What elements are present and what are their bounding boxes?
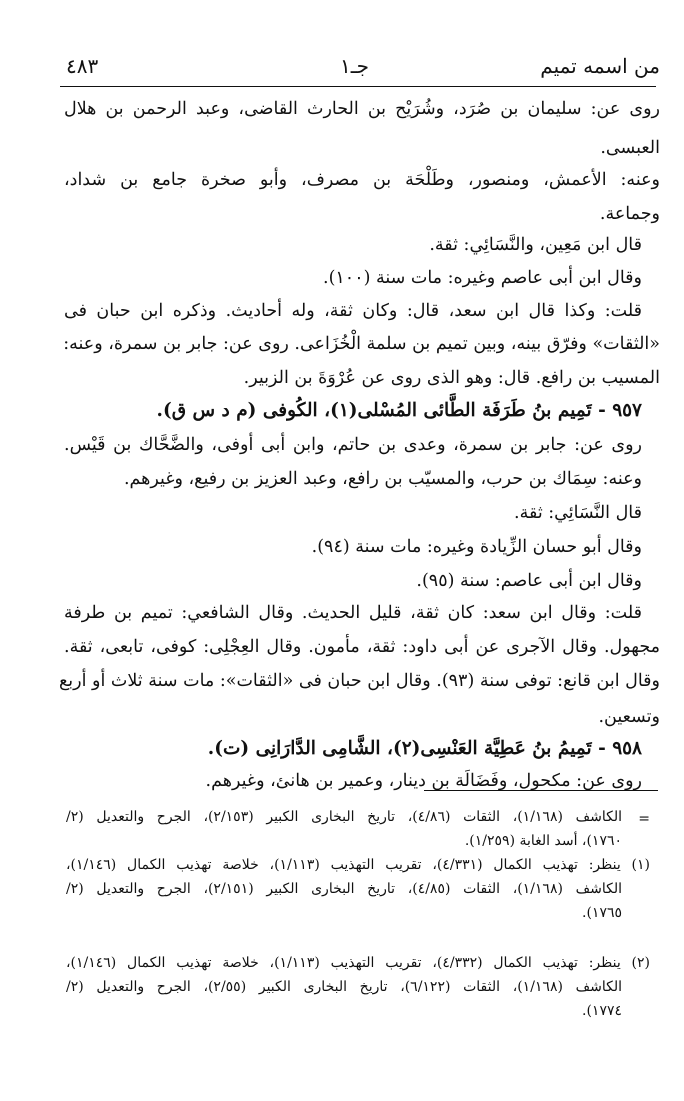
volume-label: جـ١ — [340, 54, 369, 78]
footnote-line: الكاشف (١/١٦٨)، الثقات (٤/٨٥)، تاريخ البخارى الكبير (٢/١٥١)، الجرح والتعديل (٢/ — [66, 881, 622, 897]
body-line: وقال ابن أبى عاصم: سنة (٩٥). — [416, 571, 642, 591]
body-line: روى عن: جابر بن سمرة، وعدى بن حاتم، وابن أبى أوفى، والضَّحَّاك بن قَيْس. — [64, 435, 642, 455]
body-line: قلت: وكذا قال ابن سعد، قال: وكان ثقة، وله أحاديث. وذكره ابن حبان فى — [64, 301, 642, 321]
footnote-line: (٢) ينظر: تهذيب الكمال (٤/٣٣٢)، تقريب التهذيب (١/١١٣)، خلاصة تهذيب الكمال (١/١٤٦)، — [66, 955, 651, 971]
footnote-line: ١٧٧٤). — [582, 1003, 622, 1019]
entry-heading-957: ٩٥٧ - تَمِيم بنُ طَرَفَة الطَّائى المُسْلى(١)، الكُوفى (م د س ق). — [156, 400, 642, 421]
footnote-line: الكاشف (١/١٦٨)، الثقات (٦/١٢٢)، تاريخ البخارى الكبير (٢/٥٥)، الجرح والتعديل (٢/ — [66, 979, 622, 995]
body-line: وقال ابن أبى عاصم وغيره: مات سنة (١٠٠). — [323, 268, 642, 288]
running-title: من اسمه تميم — [540, 54, 660, 78]
footnote-line: ١٧٦٥). — [582, 905, 622, 921]
page-number: ٤٨٣ — [66, 54, 99, 78]
continuation-mark: = — [638, 811, 650, 827]
body-line: المسيب بن رافع. قال: وهو الذى روى عن عُرْوَةَ بن الزبير. — [243, 368, 660, 388]
body-line: قلت: وقال ابن سعد: كان ثقة، قليل الحديث. وقال الشافعي: تميم بن طرفة — [64, 603, 642, 623]
body-line: «الثقات» وفرّق بينه، وبين تميم بن سلمة الْخُزَاعى. روى عن: جابر بن سمرة، وعنه: — [63, 334, 660, 354]
footnote-line: (١) ينظر: تهذيب الكمال (٤/٣٣١)، تقريب التهذيب (١/١١٣)، خلاصة تهذيب الكمال (١/١٤٦)، — [66, 857, 651, 873]
body-line: وتسعين. — [598, 707, 660, 727]
body-line: روى عن: مكحول، وفَضَالَة بن دينار، وعمير بن هانئ، وغيرهم. — [205, 771, 642, 791]
entry-heading-958: ٩٥٨ - تَمِيمُ بنُ عَطِيَّة العَنْسِى(٢)، الشَّامِى الدَّارَانِى (ت). — [207, 738, 642, 759]
footnote-line: ١٧٦٠)، أسد الغابة (١/٢٥٩). — [464, 833, 622, 849]
body-line: مجهول. وقال الآجرى عن أبى داود: ثقة، مأمون. وقال العِجْلِى: كوفى، تابعى، ثقة. — [64, 637, 660, 657]
body-line: قال النَّسَائِي: ثقة. — [514, 503, 642, 523]
body-line: العبسى. — [600, 138, 660, 158]
body-line: وجماعة. — [599, 204, 660, 224]
body-line: وعنه: سِمَاك بن حرب، والمسيّب بن رافع، وعبد العزيز بن رفيع، وغيرهم. — [123, 469, 642, 489]
body-line: وعنه: الأعمش، ومنصور، وطَلْحَة بن مصرف، وأبو صخرة جامع بن شداد، — [64, 170, 660, 190]
body-line: وقال أبو حسان الزِّيادة وغيره: مات سنة (٩٤). — [311, 537, 642, 557]
header-rule — [60, 86, 656, 87]
body-line: روى عن: سليمان بن صُرَد، وشُرَيْح بن الحارث القاضى، وعبد الرحمن بن هلال — [64, 99, 660, 119]
footnote-rule — [424, 790, 658, 791]
body-line: وقال ابن قانع: توفى سنة (٩٣). وقال ابن حبان فى «الثقات»: مات سنة ثلاث أو أربع — [58, 671, 660, 691]
footnote-line: الكاشف (١/١٦٨)، الثقات (٤/٨٦)، تاريخ البخارى الكبير (٢/١٥٣)، الجرح والتعديل (٢/ — [66, 809, 622, 825]
body-line: قال ابن مَعِين، والنَّسَائِي: ثقة. — [429, 235, 642, 255]
